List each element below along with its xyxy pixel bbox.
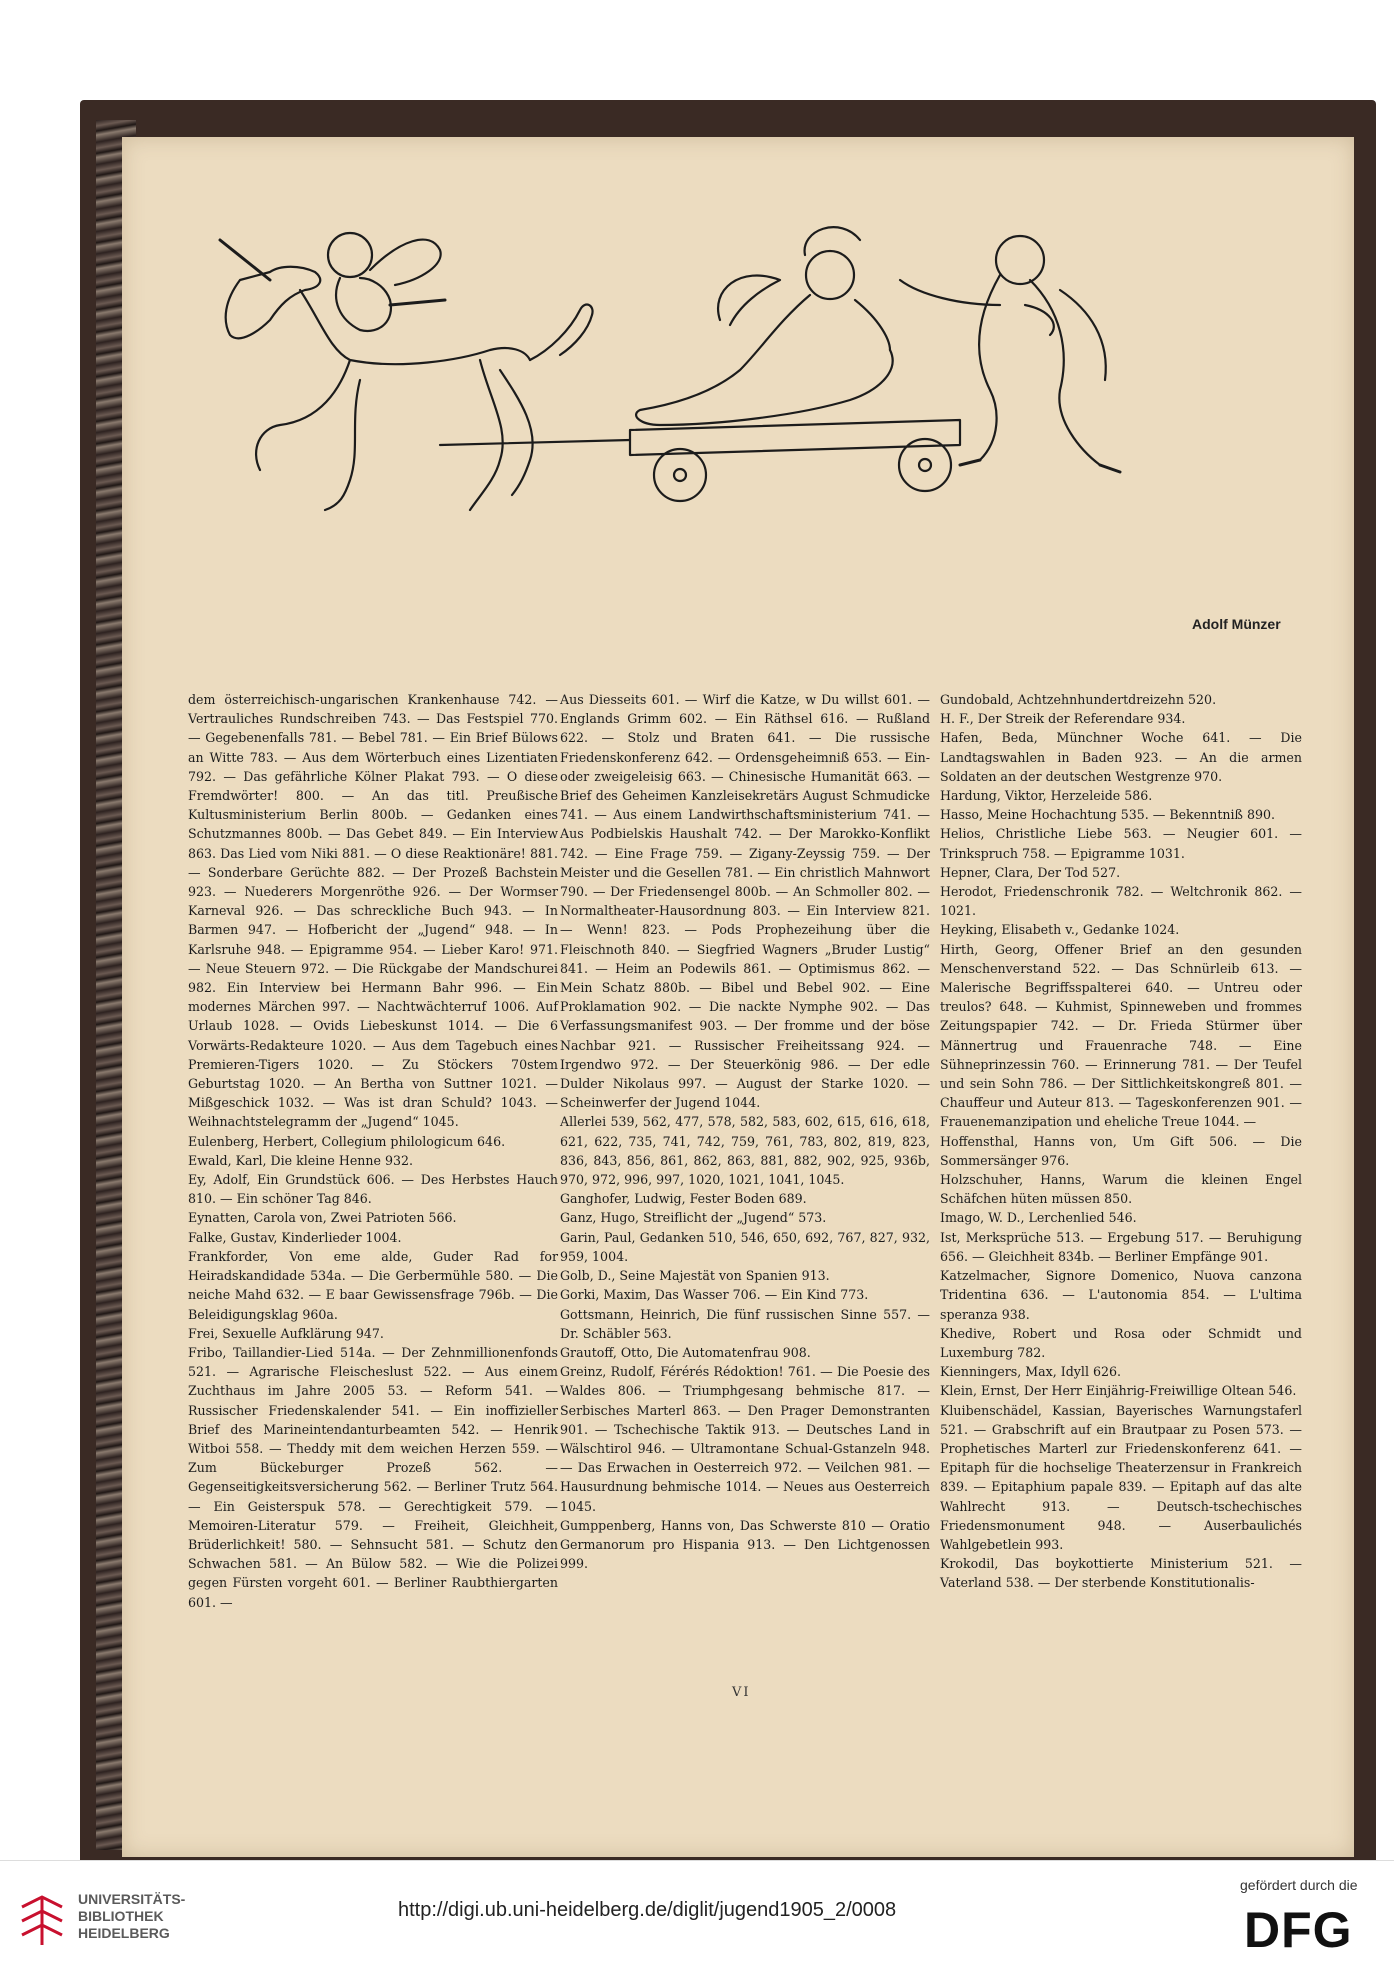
index-column-1 — [188, 690, 558, 1612]
index-entry: Hasso, Meine Hochachtung 535. — Bekenntniß 890. — [940, 807, 1276, 823]
index-entry: Holzschuher, Hanns, Warum die kleinen Engel Schäfchen hüten müssen 850. — [940, 1172, 1302, 1207]
index-entry: Frei, Sexuelle Aufklärung 947. — [188, 1325, 384, 1341]
library-name-line: HEIDELBERG — [78, 1925, 170, 1941]
index-entry: Eynatten, Carola von, Zwei Patrioten 566. — [188, 1210, 457, 1226]
index-entry: Helios, Christliche Liebe 563. — Neugier 601. — Trinkspruch 758. — Epigramme 1031. — [940, 826, 1302, 861]
library-name-line: UNIVERSITÄTS- — [78, 1891, 186, 1907]
index-entry: Kluibenschädel, Kassian, Bayerisches Warnungstaferl 521. — Grabschrift auf ein Brautpaar zu Posen 573. — Prophetisches Marterl zur Friedenskonferenz 641. — Epitaph für die hochselige Theaterzensur in Frankreich 839. — Epitaphium papale 839. — Epitaph auf das alte Wahlrecht 913. — Deutsch-tschechisches Friedensmonument 948. — Auserbaulichés Wahlgebetlein 993. — [940, 1402, 1302, 1552]
index-entry: Imago, W. D., Lerchenlied 546. — [940, 1210, 1137, 1226]
index-entry: Kienningers, Max, Idyll 626. — [940, 1364, 1122, 1380]
index-entry: Gorki, Maxim, Das Wasser 706. — Ein Kind 773. — [560, 1287, 869, 1303]
index-column-2 — [560, 690, 930, 1573]
index-entry: dem österreichisch-ungarischen Krankenhause 742. — Vertrauliches Rundschreiben 743. — Das Festspiel 770. — Gegebenenfalls 781. — Bebel 781. — Ein Brief Bülows an Witte 783. — Aus dem Wörterbuch eines Lizentiaten 792. — Das gefährliche Kölner Plakat 793. — O diese Fremdwörter! 800. — An das titl. Preußische Kultusministerium Berlin 800b. — Gedanken eines Schutzmannes 800b. — Das Gebet 849. — Ein Interview 863. Das Lied vom Niki 881. — O diese Reaktionäre! 881. — Sonderbare Gerüchte 882. — Der Prozeß Bachstein 923. — Nuederers Morgenröthe 926. — Der Wormser Karneval 926. — Das schreckliche Buch 943. — In Barmen 947. — Hofbericht der „Jugend“ 948. — In Karlsruhe 948. — Epigramme 954. — Lieber Karo! 971. — Neue Steuern 972. — Die Rückgabe der Mandschurei 982. Ein Interview bei Hermann Bahr 996. — Ein modernes Märchen 997. — Nachtwächterruf 1006. Auf Urlaub 1028. — Ovids Liebeskunst 1014. — Die 6 Vorwärts-Redakteure 1020. — Aus dem Tagebuch eines Premieren-Tigers 1020. — Zu Stöckers 70stem Geburtstag 1020. — An Bertha von Suttner 1021. — Mißgeschick 1032. — Was ist dran Schuld? 1043. — Weihnachtstelegramm der „Jugend“ 1045. — [188, 692, 558, 1130]
index-entry: Golb, D., Seine Majestät von Spanien 913. — [560, 1268, 830, 1284]
index-entry: Aus Diesseits 601. — Wirf die Katze, w Du willst 601. — Englands Grimm 602. — Ein Räthsel 616. — Rußland 622. — Stolz und Braten 641. — Die russische Friedenskonferenz 642. — Ordensgeheimniß 653. — Ein- oder zweigeleisig 663. — Chinesische Humanität 663. — Brief des Geheimen Kanzleisekretärs August Schmudicke 741. — Aus einem Landwirthschaftsministerium 741. — Aus Podbielskis Haushalt 742. — Der Marokko-Konflikt 742. — Eine Frage 759. — Zigany-Zeyssig 759. — Der Meister und die Gesellen 781. — Ein christlich Mahnwort 790. — Der Friedensengel 800b. — An Schmoller 802. — Normaltheater-Hausordnung 803. — Ein Interview 821. — Wenn! 823. — Pods Prophezeihung über die Fleischnoth 840. — Siegfried Wagners „Bruder Lustig“ 841. — Heim an Podewils 861. — Optimismus 862. — Mein Schatz 880b. — Bibel und Bebel 902. — Eine Proklamation 902. — Die nackte Nymphe 902. — Das Verfassungsmanifest 903. — Der fromme und der böse Nachbar 921. — Russischer Freiheitssang 924. — Irgendwo 972. — Der Steuerkönig 986. — Der edle Dulder Nikolaus 997. — August der Starke 1020. — Scheinwerfer der Jugend 1044. — [560, 692, 930, 1111]
library-name-line: BIBLIOTHEK — [78, 1908, 164, 1924]
index-entry: Herodot, Friedenschronik 782. — Weltchronik 862. — 1021. — [940, 884, 1302, 919]
index-entry: Hafen, Beda, Münchner Woche 641. — Die Landtagswahlen in Baden 923. — An die armen Soldaten an der deutschen Westgrenze 970. — [940, 730, 1302, 784]
index-entry: H. F., Der Streik der Referendare 934. — [940, 711, 1186, 727]
index-entry: Grautoff, Otto, Die Automatenfrau 908. — [560, 1344, 811, 1360]
index-entry: Eulenberg, Herbert, Collegium philologicum 646. — [188, 1133, 506, 1149]
index-entry: Klein, Ernst, Der Herr Einjährig-Freiwillige Oltean 546. — [940, 1383, 1297, 1399]
index-entry: Allerlei 539, 562, 477, 578, 582, 583, 602, 615, 616, 618, 621, 622, 735, 741, 742, 759, 761, 783, 802, 819, 823, 836, 843, 856, 861, 862, 863, 881, 882, 902, 925, 936b, 970, 972, 996, 997, 1020, 1021, 1041, 1045. — [560, 1114, 930, 1188]
index-entry: Hepner, Clara, Der Tod 527. — [940, 864, 1121, 880]
page-url-link[interactable]: http://digi.ub.uni-heidelberg.de/diglit/jugend1905_2/0008 — [398, 1899, 897, 1921]
page-number: VI — [732, 1685, 751, 1700]
index-entry: Ist, Merksprüche 513. — Ergebung 517. — Beruhigung 656. — Gleichheit 834b. — Berliner Empfänge 901. — [940, 1229, 1302, 1264]
index-entry: Khedive, Robert und Rosa oder Schmidt und Luxemburg 782. — [940, 1325, 1302, 1360]
funding-note: gefördert durch die — [1240, 1877, 1358, 1893]
index-entry: Gundobald, Achtzehnhundertdreizehn 520. — [940, 692, 1217, 707]
index-entry: Heyking, Elisabeth v., Gedanke 1024. — [940, 922, 1180, 938]
index-entry: Hirth, Georg, Offener Brief an den gesunden Menschenverstand 522. — Das Schnürleib 613. — Malerische Begriffsspalterei 640. — Untreu oder treulos? 648. — Kuhmist, Spinneweben und frommes Zeitungspapier 742. — Dr. Frieda Stürmer über Männertrug und Frauenrache 748. — Eine Sühneprinzessin 760. — Erinnerung 781. — Der Teufel und sein Sohn 786. — Der Sittlichkeitskongreß 801. — Chauffeur und Auteur 813. — Tageskonferenzen 901. — Frauenemanzipation und eheliche Treue 1044. — — [940, 941, 1302, 1130]
index-entry: Gumppenberg, Hanns von, Das Schwerste 810 — Oratio Germanorum pro Hispania 913. — Den Lichtgenossen 999. — [560, 1517, 930, 1572]
index-entry: Frankforder, Von eme alde, Guder Rad for Heiradskandidade 534a. — Die Gerbermühle 580. — Die neiche Mahd 632. — E baar Gewissensfrage 796b. — Die Beleidigungsklag 960a. — [188, 1248, 558, 1322]
index-entry: Krokodil, Das boykottierte Ministerium 521. — Vaterland 538. — Der sterbende Konstitutionalis- — [940, 1556, 1302, 1591]
procession-illustration — [200, 210, 1280, 630]
index-entry: Garin, Paul, Gedanken 510, 546, 650, 692, 767, 827, 932, 959, 1004. — [560, 1229, 930, 1264]
index-entry: Ganz, Hugo, Streiflicht der „Jugend“ 573. — [560, 1210, 827, 1226]
library-name[interactable] — [78, 1891, 185, 1942]
index-entry: Hoffensthal, Hanns von, Um Gift 506. — Die Sommersänger 976. — [940, 1133, 1302, 1168]
dfg-logo[interactable]: DFG — [1244, 1902, 1353, 1958]
index-column-3 — [940, 690, 1302, 1593]
university-seal-icon[interactable] — [14, 1893, 70, 1949]
index-entry: Katzelmacher, Signore Domenico, Nuova canzona Tridentina 636. — L'autonomia 854. — L'ultima speranza 938. — [940, 1268, 1302, 1322]
index-entry: Falke, Gustav, Kinderlieder 1004. — [188, 1229, 402, 1245]
index-entry: Greinz, Rudolf, Férérés Rédoktion! 761. — Die Poesie des Waldes 806. — Triumphgesang behmische 817. — Serbisches Marterl 863. — Den Prager Demonstranten 901. — Tschechische Taktik 913. — Deutsches Land in Wälschtirol 946. — Ultramontane Schual-Gstanzeln 948. — Das Erwachen in Oesterreich 972. — Veilchen 981. — Hausurdnung behmische 1014. — Neues aus Oesterreich 1045. — [560, 1364, 930, 1514]
index-entry: Gottsmann, Heinrich, Die fünf russischen Sinne 557. — Dr. Schäbler 563. — [560, 1306, 930, 1341]
artist-signature: Adolf Münzer — [1192, 616, 1281, 632]
viewer-footer — [0, 1860, 1394, 1973]
index-entry: Fribo, Taillandier-Lied 514a. — Der Zehnmillionenfonds 521. — Agrarische Fleischeslust 522. — Aus einem Zuchthaus im Jahre 2005 53. — Reform 541. — Russischer Friedenskalender 541. — Ein inoffizieller Brief des Marineintendanturbeamten 542. — Henrik Witboi 558. — Theddy mit dem weichen Herzen 559. — Zum Bückeburger Prozeß 562. — Gegenseitigkeitsversicherung 562. — Berliner Trutz 564. — Ein Geisterspuk 578. — Gerechtigkeit 579. — Memoiren-Literatur 579. — Freiheit, Gleichheit, Brüderlichkeit! 580. — Sehnsucht 581. — Schutz den Schwachen 581. — An Bülow 582. — Wie die Polizei gegen Fürsten vorgeht 601. — Berliner Raubthiergarten 601. — — [188, 1344, 558, 1610]
index-entry: Ey, Adolf, Ein Grundstück 606. — Des Herbstes Hauch 810. — Ein schöner Tag 846. — [188, 1172, 558, 1207]
index-entry: Ganghofer, Ludwig, Fester Boden 689. — [560, 1191, 807, 1207]
index-entry: Hardung, Viktor, Herzeleide 586. — [940, 788, 1153, 804]
index-entry: Ewald, Karl, Die kleine Henne 932. — [188, 1152, 413, 1168]
